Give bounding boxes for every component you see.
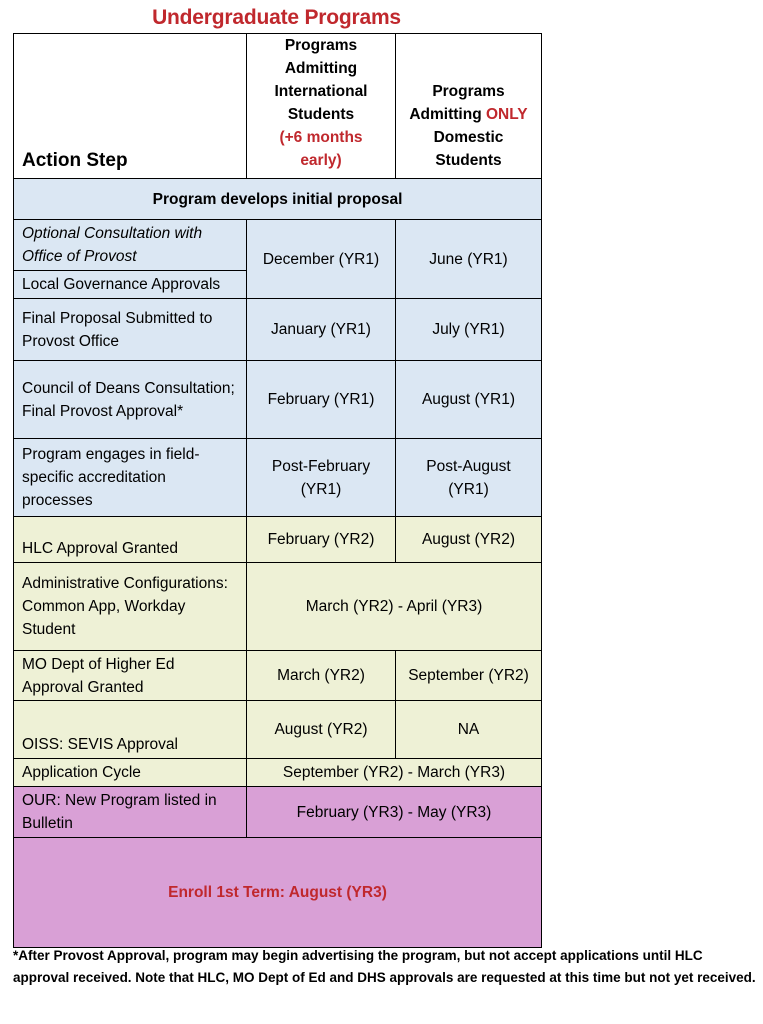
step-application-cycle: Application Cycle <box>14 759 247 787</box>
step-final-proposal: Final Proposal Submitted to Provost Office <box>14 299 247 361</box>
cell-admin-both: March (YR2) - April (YR3) <box>247 563 542 651</box>
step-our-bulletin: OUR: New Program listed in Bulletin <box>14 787 247 838</box>
table-row <box>14 299 542 361</box>
step-council-line: Council of Deans Consultation; <box>22 379 235 397</box>
header-dom-line: Programs <box>432 83 505 100</box>
step-oiss: OISS: SEVIS Approval <box>14 701 247 759</box>
header-action-step: Action Step <box>14 34 247 179</box>
step-accreditation: Program engages in field-specific accreditation processes <box>14 439 247 517</box>
cell-accred-intl: Post-February (YR1) <box>247 439 396 517</box>
footnote: *After Provost Approval, program may begin advertising the program, but not accept applications until HLC approval received. Note that HLC, MO Dept of Ed and DHS approvals are requested at this time but not yet received. <box>13 948 756 985</box>
table-row <box>14 651 542 701</box>
step-consultation: Optional Consultation with Office of Provost <box>14 220 247 271</box>
header-intl-line: Programs <box>284 37 358 54</box>
header-dom-only: ONLY <box>485 106 528 123</box>
cell-oiss-intl: August (YR2) <box>247 701 396 759</box>
cell-oiss-dom: NA <box>396 701 542 759</box>
table-row <box>14 563 542 651</box>
table-row <box>14 701 542 759</box>
table-row <box>14 838 542 948</box>
header-dom-admitting: Admitting <box>409 106 486 123</box>
cell-local-dom: June (YR1) <box>396 220 542 299</box>
cell-app-cycle-both: September (YR2) - March (YR3) <box>247 759 542 787</box>
header-dom-line: Students <box>435 152 502 169</box>
table-row <box>14 439 542 517</box>
header-dom-line: Domestic <box>433 129 504 146</box>
cell-council-intl: February (YR1) <box>247 361 396 439</box>
section-row <box>14 179 542 220</box>
header-intl-note: (+6 months <box>279 129 363 146</box>
step-admin-config: Administrative Configurations: Common App, Workday Student <box>14 563 247 651</box>
cell-our-both: February (YR3) - May (YR3) <box>247 787 542 838</box>
table-row <box>14 517 542 563</box>
enroll-first-term: Enroll 1st Term: August (YR3) <box>14 838 542 948</box>
cell-final-proposal-dom: July (YR1) <box>396 299 542 361</box>
step-council-of-deans <box>14 361 247 439</box>
cell-accred-dom: Post-August (YR1) <box>396 439 542 517</box>
program-timeline-table <box>13 33 542 948</box>
header-domestic <box>396 34 542 179</box>
header-dom-line <box>404 103 533 126</box>
cell-mo-dom: September (YR2) <box>396 651 542 701</box>
cell-hlc-intl: February (YR2) <box>247 517 396 563</box>
header-international <box>247 34 396 179</box>
step-council-line: Final Provost Approval* <box>22 402 184 420</box>
table-row <box>14 220 542 271</box>
header-intl-line: International <box>274 83 368 100</box>
cell-local-intl: December (YR1) <box>247 220 396 299</box>
table-row <box>14 759 542 787</box>
page-title: Undergraduate Programs <box>152 6 401 29</box>
cell-council-dom: August (YR1) <box>396 361 542 439</box>
header-intl-line: Admitting <box>284 60 358 77</box>
header-row <box>14 34 542 179</box>
table-row <box>14 787 542 838</box>
section-initial-proposal: Program develops initial proposal <box>14 179 542 220</box>
header-intl-line: Students <box>287 106 355 123</box>
cell-final-proposal-intl: January (YR1) <box>247 299 396 361</box>
cell-hlc-dom: August (YR2) <box>396 517 542 563</box>
table-row <box>14 361 542 439</box>
step-mo-dept: MO Dept of Higher Ed Approval Granted <box>14 651 247 701</box>
step-local-governance: Local Governance Approvals <box>14 271 247 299</box>
header-intl-note: early) <box>300 152 342 169</box>
step-hlc-approval: HLC Approval Granted <box>14 517 247 563</box>
cell-mo-intl: March (YR2) <box>247 651 396 701</box>
